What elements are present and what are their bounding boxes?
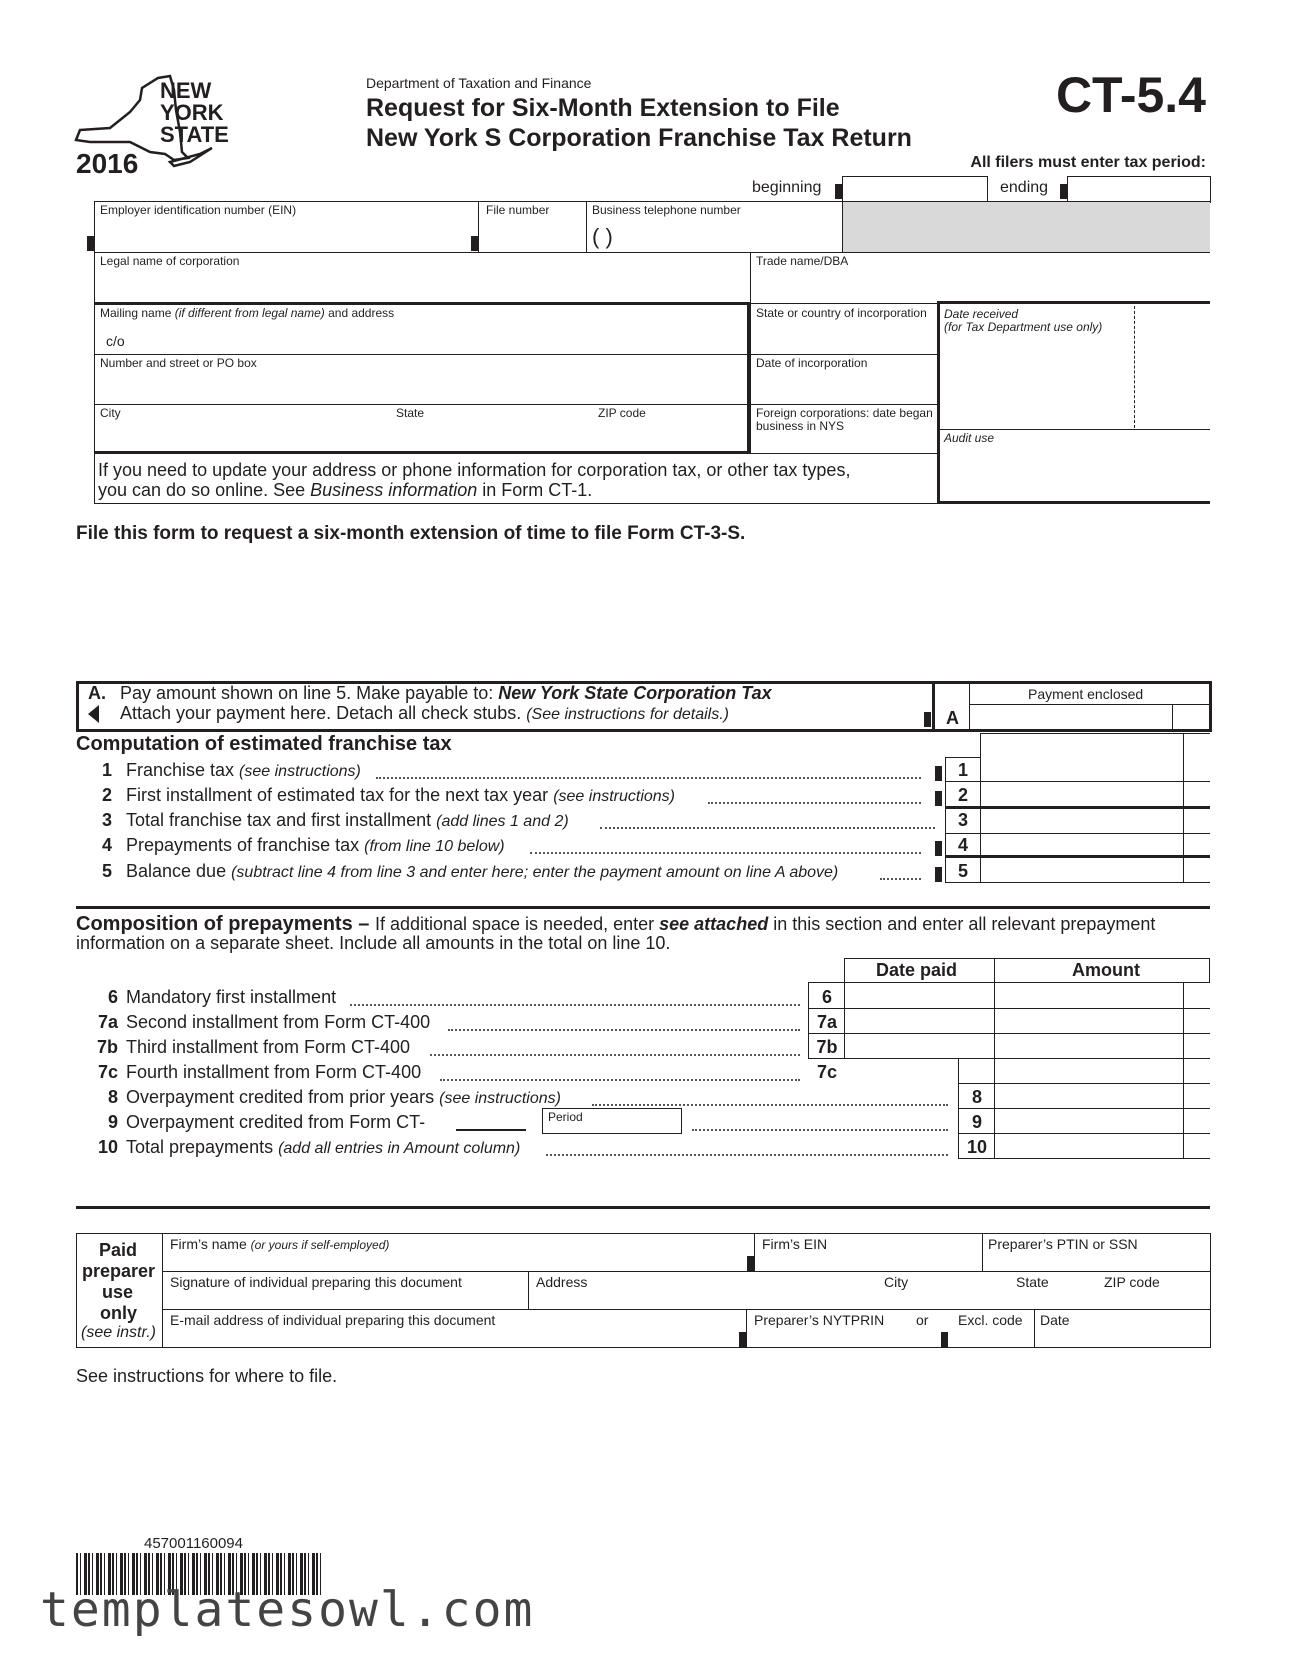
payment-marker	[924, 712, 931, 727]
payee-name: New York State Corporation Tax	[498, 683, 772, 703]
mailing-label-b: (if different from legal name)	[174, 306, 325, 320]
payment-line2a: Attach your payment here. Detach all check stubs.	[120, 703, 527, 723]
payment-line2b: (See instructions for details.)	[526, 706, 729, 723]
line-box-number: 7b	[816, 1037, 838, 1057]
line-2-amount-input[interactable]	[982, 784, 1182, 805]
preparer-side-1: Paid	[99, 1240, 138, 1260]
form-number-blank[interactable]	[456, 1129, 526, 1131]
date-received-label: Date received	[944, 307, 1019, 321]
line-7a-amount-input[interactable]	[996, 1010, 1182, 1032]
line-note: (add lines 1 and 2)	[436, 813, 569, 830]
incorp-date-label: Date of incorporation	[756, 356, 868, 370]
ein-label: Employer identification number (EIN)	[100, 203, 297, 217]
line-number: 9	[107, 1112, 118, 1132]
incorp-state-label: State or country of incorporation	[756, 306, 927, 320]
ending-input[interactable]	[1067, 176, 1211, 203]
form-title-line2: New York S Corporation Franchise Tax Return	[366, 124, 912, 152]
line-box-number: 7a	[816, 1012, 838, 1032]
line-note: (see instructions)	[553, 788, 676, 805]
line-box-number: 7c	[816, 1062, 838, 1082]
signature-input[interactable]	[164, 1290, 526, 1308]
update-note-2a: you can do so online. See	[98, 480, 311, 500]
update-note-2b: Business information	[310, 480, 478, 500]
line-7a-date-input[interactable]	[846, 1010, 992, 1032]
phone-label: Business telephone number	[592, 203, 741, 217]
line-note: (see instructions)	[239, 763, 361, 780]
line-text: Fourth installment from Form CT-400	[126, 1062, 422, 1082]
preparer-side-3: use	[102, 1282, 134, 1302]
date-received-note: (for Tax Department use only)	[944, 320, 1103, 334]
payment-line1a: Pay amount shown on line 5. Make payable to:	[120, 683, 499, 703]
ein-input[interactable]	[96, 218, 472, 250]
line-4-amount-input[interactable]	[982, 835, 1182, 854]
excl-code-label: Excl. code	[958, 1312, 1023, 1328]
prepayments-intro-a: If additional space is needed, enter	[374, 914, 660, 934]
beginning-label: beginning	[752, 179, 822, 196]
line-text: Prepayments of franchise tax	[126, 835, 365, 855]
line-7b-date-input[interactable]	[846, 1035, 992, 1057]
line-label	[126, 810, 569, 831]
firm-name-b: (or yours if self-employed)	[250, 1238, 390, 1252]
prepayments-intro-c: in this section and enter all relevant prepayment	[768, 914, 1156, 934]
tax-period-shaded-area	[843, 202, 1210, 252]
firm-name-a: Firm’s name	[170, 1236, 251, 1252]
mailing-name-input[interactable]	[126, 322, 742, 352]
line-number: 6	[107, 987, 118, 1007]
line-box-number: 6	[821, 987, 832, 1007]
line-marker	[935, 867, 942, 882]
phone-parens[interactable]: ( )	[592, 224, 613, 249]
line-marker	[935, 791, 942, 806]
line-box-number: 10	[966, 1137, 988, 1157]
email-input[interactable]	[164, 1328, 738, 1346]
line-text: Franchise tax	[126, 760, 240, 780]
line-8-amount-input[interactable]	[996, 1085, 1182, 1107]
line-number: 1	[101, 760, 112, 780]
barcode-number: 457001160094	[144, 1535, 243, 1552]
line-9-amount-input[interactable]	[996, 1110, 1182, 1132]
line-10-amount-input[interactable]	[996, 1135, 1182, 1157]
computation-heading: Computation of estimated franchise tax	[76, 733, 452, 755]
purpose-statement: File this form to request a six-month extension of time to file Form CT-3-S.	[76, 523, 746, 544]
line-text: Mandatory first installment	[126, 987, 337, 1007]
signature-label: Signature of individual preparing this document	[170, 1274, 462, 1290]
firm-name-input[interactable]	[164, 1252, 744, 1270]
preparer-zip-label: ZIP code	[1104, 1274, 1160, 1290]
line-number: 7c	[97, 1062, 118, 1082]
firm-ein-label: Firm’s EIN	[762, 1236, 828, 1252]
update-note-2c: in Form CT-1.	[477, 480, 593, 500]
logo-text-state: STATE	[160, 122, 229, 147]
line-text: Total franchise tax and first installment	[126, 810, 437, 830]
line-7c-amount-input[interactable]	[996, 1060, 1182, 1082]
line-label	[126, 1137, 520, 1158]
preparer-side-5: (see instr.)	[81, 1324, 156, 1341]
period-label: Period	[548, 1110, 583, 1124]
trade-name-input[interactable]	[752, 270, 1208, 300]
ein-marker	[87, 236, 94, 251]
payment-box-letter: A	[946, 708, 959, 728]
preparer-city-label: City	[884, 1274, 909, 1290]
city-label: City	[100, 406, 121, 420]
line-text: Second installment from Form CT-400	[126, 1012, 431, 1032]
zip-label: ZIP code	[598, 406, 646, 420]
line-number: 7b	[96, 1037, 118, 1057]
street-label: Number and street or PO box	[100, 356, 257, 370]
co-label: c/o	[106, 333, 125, 349]
firm-ein-marker	[747, 1256, 754, 1271]
form-title-line1: Request for Six-Month Extension to File	[366, 94, 840, 122]
legal-name-label: Legal name of corporation	[100, 254, 240, 268]
logo-text-york: YORK	[160, 100, 224, 125]
line-box-number: 8	[971, 1087, 982, 1107]
dashed-divider	[1134, 306, 1135, 428]
line-6-amount-input[interactable]	[996, 984, 1182, 1006]
tax-period-note: All filers must enter tax period:	[970, 154, 1206, 171]
mailing-label-a: Mailing name	[100, 306, 175, 320]
amount-header: Amount	[1072, 960, 1140, 980]
ptin-label: Preparer’s PTIN or SSN	[988, 1236, 1138, 1252]
line-marker	[935, 841, 942, 856]
state-label: State	[396, 406, 425, 420]
line-label	[126, 835, 505, 856]
trade-name-label: Trade name/DBA	[756, 254, 849, 268]
line-label	[126, 785, 675, 806]
file-number-label: File number	[486, 203, 550, 217]
line-1-amount-input[interactable]	[982, 759, 1182, 780]
line-text: First installment of estimated tax for the next tax year	[126, 785, 554, 805]
line-number: 10	[97, 1137, 118, 1157]
email-label: E-mail address of individual preparing this document	[170, 1312, 496, 1328]
arrow-left-icon	[88, 705, 99, 723]
ending-label: ending	[1000, 179, 1049, 196]
payment-instruction-1	[120, 683, 772, 704]
line-note: (add all entries in Amount column)	[278, 1140, 521, 1157]
payment-enclosed-label: Payment enclosed	[1028, 686, 1144, 702]
foreign-date-label-2: business in NYS	[756, 419, 845, 433]
line-box-number: 4	[957, 835, 968, 855]
ptin-input[interactable]	[984, 1252, 1208, 1270]
form-year: 2016	[76, 148, 139, 179]
file-number-input[interactable]	[480, 218, 584, 250]
street-input[interactable]	[96, 372, 746, 402]
where-to-file-note: See instructions for where to file.	[76, 1366, 338, 1386]
form-id: CT-5.4	[1055, 67, 1206, 123]
line-number: 7a	[97, 1012, 118, 1032]
watermark-text: templatesowl.com	[40, 1582, 535, 1638]
line-marker	[935, 766, 942, 781]
nytprin-label: Preparer’s NYTPRIN	[754, 1312, 885, 1328]
prepayments-heading: Composition of prepayments –	[76, 913, 375, 935]
payment-instruction-2	[120, 703, 729, 724]
line-note: (see instructions)	[439, 1090, 561, 1107]
line-number: 4	[101, 835, 112, 855]
line-note: (subtract line 4 from line 3 and enter here; enter the payment amount on line A above)	[231, 864, 839, 881]
preparer-date-input[interactable]	[1036, 1328, 1208, 1346]
line-text: Balance due	[126, 861, 232, 881]
foreign-date-label-1: Foreign corporations: date began	[756, 406, 933, 420]
payment-letter: A.	[88, 683, 106, 703]
line-text: Third installment from Form CT-400	[126, 1037, 411, 1057]
line-box-number: 3	[957, 810, 968, 830]
line-number: 2	[101, 785, 112, 805]
department-name: Department of Taxation and Finance	[366, 75, 592, 91]
firm-ein-input[interactable]	[756, 1252, 980, 1270]
update-note-line2	[98, 480, 592, 501]
line-5-amount-input[interactable]	[982, 859, 1182, 880]
file-number-marker	[471, 236, 478, 251]
preparer-side-4: only	[100, 1303, 138, 1323]
nytprin-marker	[739, 1332, 746, 1347]
line-label	[126, 760, 361, 781]
line-number: 3	[101, 810, 112, 830]
audit-use-label: Audit use	[944, 431, 995, 445]
line-label	[126, 861, 838, 882]
prepayments-intro-b: see attached	[659, 914, 769, 934]
line-text: Overpayment credited from prior years	[126, 1087, 440, 1107]
line-note: (from line 10 below)	[364, 838, 505, 855]
mailing-label-c: and address	[324, 306, 395, 320]
line-number: 5	[101, 861, 112, 881]
beginning-marker	[835, 184, 842, 199]
firm-name-label	[170, 1236, 389, 1252]
line-text: Total prepayments	[126, 1137, 279, 1157]
line-label	[126, 1087, 561, 1108]
preparer-side-2: preparer	[82, 1261, 156, 1281]
date-paid-header: Date paid	[876, 960, 958, 980]
line-box-number: 2	[957, 785, 968, 805]
line-7c-date-input[interactable]	[846, 1060, 992, 1082]
address-label: Address	[536, 1274, 588, 1290]
line-7b-amount-input[interactable]	[996, 1035, 1182, 1057]
line-box-number: 9	[971, 1112, 982, 1132]
nytprin-input[interactable]	[748, 1328, 1032, 1346]
beginning-input[interactable]	[842, 176, 988, 203]
preparer-address-input[interactable]	[530, 1290, 1208, 1308]
line-6-date-input[interactable]	[846, 984, 992, 1006]
line-number: 8	[107, 1087, 118, 1107]
mailing-name-label	[100, 306, 394, 320]
logo-text-new: NEW	[160, 78, 212, 103]
payment-enclosed-input[interactable]	[971, 706, 1171, 728]
line-text: Overpayment credited from Form CT-	[126, 1112, 426, 1132]
preparer-date-label: Date	[1040, 1312, 1070, 1328]
prepayments-intro-line2: information on a separate sheet. Include all amounts in the total on line 10.	[76, 933, 671, 953]
nytprin-or-label: or	[916, 1312, 929, 1328]
update-note-line1: If you need to update your address or phone information for corporation tax, or other tax types,	[98, 460, 851, 480]
line-box-number: 1	[957, 760, 968, 780]
line-3-amount-input[interactable]	[982, 809, 1182, 830]
legal-name-input[interactable]	[96, 270, 746, 300]
line-box-number: 5	[957, 861, 968, 881]
preparer-state-label: State	[1016, 1274, 1049, 1290]
city-state-zip-input[interactable]	[96, 422, 746, 450]
ending-marker	[1060, 184, 1067, 199]
